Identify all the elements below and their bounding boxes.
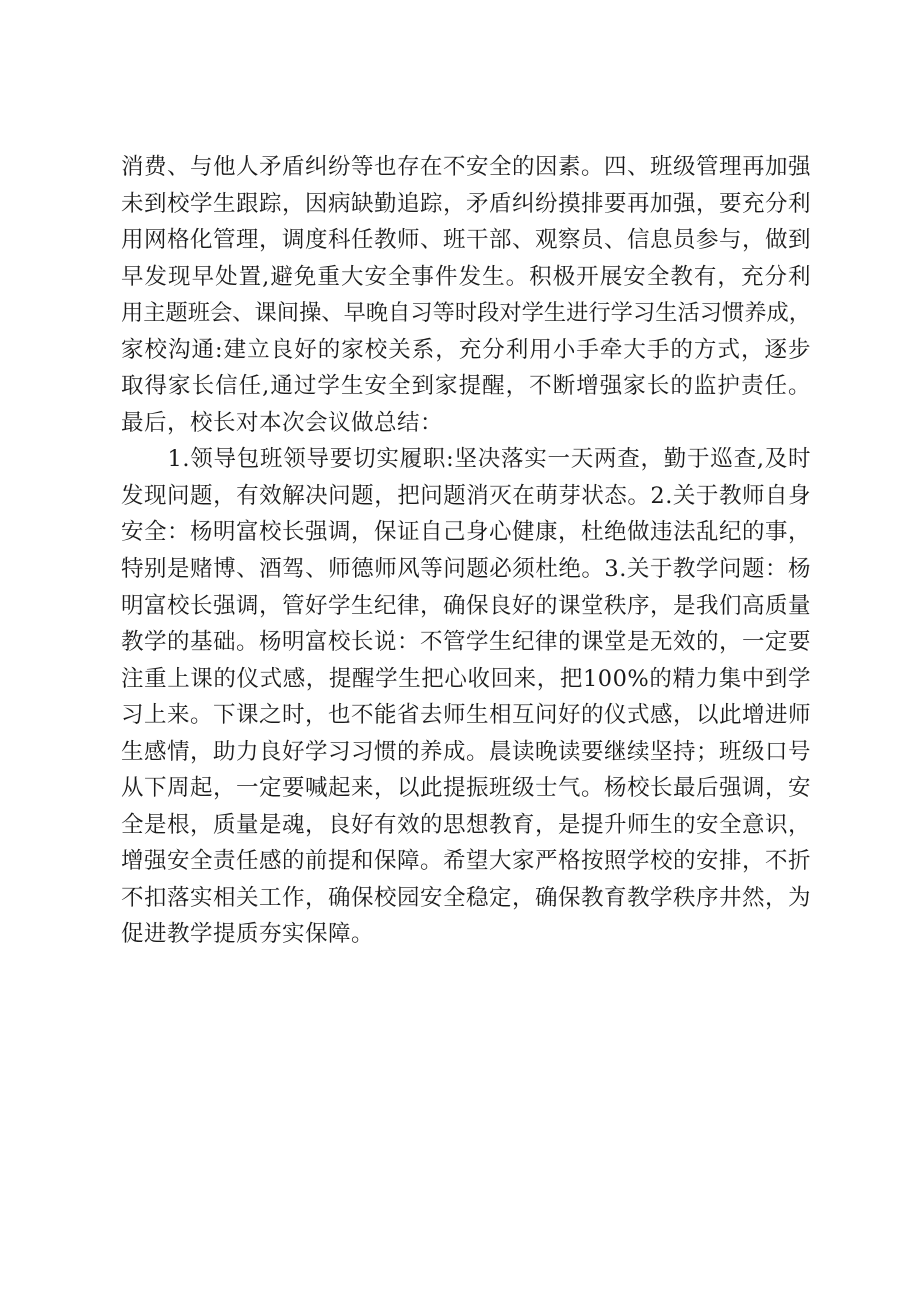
body-text	[121, 149, 811, 953]
text-line: 不扣落实相关工作，确保校园安全稳定，确保教育教学秩序井然，为	[121, 884, 812, 911]
text-line: 增强安全责任感的前提和保障。希望大家严格按照学校的安排，不折	[121, 848, 812, 875]
text-line: 习上来。下课之时，也不能省去师生相互问好的仪式感，以此增进师	[121, 702, 812, 729]
text-line: 特别是赌博、酒驾、师德师风等问题必须杜绝。3.关于教学问题：杨	[121, 556, 811, 583]
text-line: 家校沟通:建立良好的家校关系，充分利用小手牵大手的方式，逐步	[121, 336, 811, 363]
text-line: 从下周起，一定要喊起来，以此提振班级士气。杨校长最后强调，安	[121, 775, 812, 802]
text-line: 用网格化管理，调度科任教师、班干部、观察员、信息员参与，做到	[121, 227, 812, 254]
text-line: 生感情，助力良好学习习惯的养成。晨读晚读要继续坚持；班级口号	[121, 738, 812, 765]
text-line: 消费、与他人矛盾纠纷等也存在不安全的因素。四、班级管理再加强	[121, 154, 812, 180]
text-line: 安全：杨明富校长强调，保证自己身心健康，杜绝做违法乱纪的事，	[121, 519, 812, 546]
text-line: 教学的基础。杨明富校长说：不管学生纪律的课堂是无效的，一定要	[121, 629, 812, 656]
text-line: 早发现早处置,避免重大安全事件发生。积极开展安全教有，充分利	[121, 263, 811, 290]
summary-heading: 最后，校长对本次会议做总结：	[121, 409, 444, 436]
text-line: 明富校长强调，管好学生纪律，确保良好的课堂秩序，是我们高质量	[121, 592, 812, 619]
text-line: 注重上课的仪式感，提醒学生把心收回来，把100%的精力集中到学	[121, 665, 811, 692]
text-line: 取得家长信任,通过学生安全到家提醒，不断增强家长的监护责任。	[121, 373, 811, 400]
text-line: 促进教学提质夯实保障。	[121, 921, 375, 948]
text-line: 1.领导包班领导要切实履职:坚决落实一天两查，勤于巡查,及时	[121, 446, 811, 473]
text-line: 全是根，质量是魂，良好有效的思想教育，是提升师生的安全意识，	[121, 811, 812, 838]
text-line: 用主题班会、课间操、早晚自习等时段对学生进行学习生活习惯养成，	[121, 300, 811, 327]
text-line: 发现问题，有效解决问题，把问题消灭在萌芽状态。2.关于教师自身	[121, 482, 811, 509]
text-line: 未到校学生跟踪，因病缺勤追踪，矛盾纠纷摸排要再加强，要充分利	[121, 190, 812, 217]
